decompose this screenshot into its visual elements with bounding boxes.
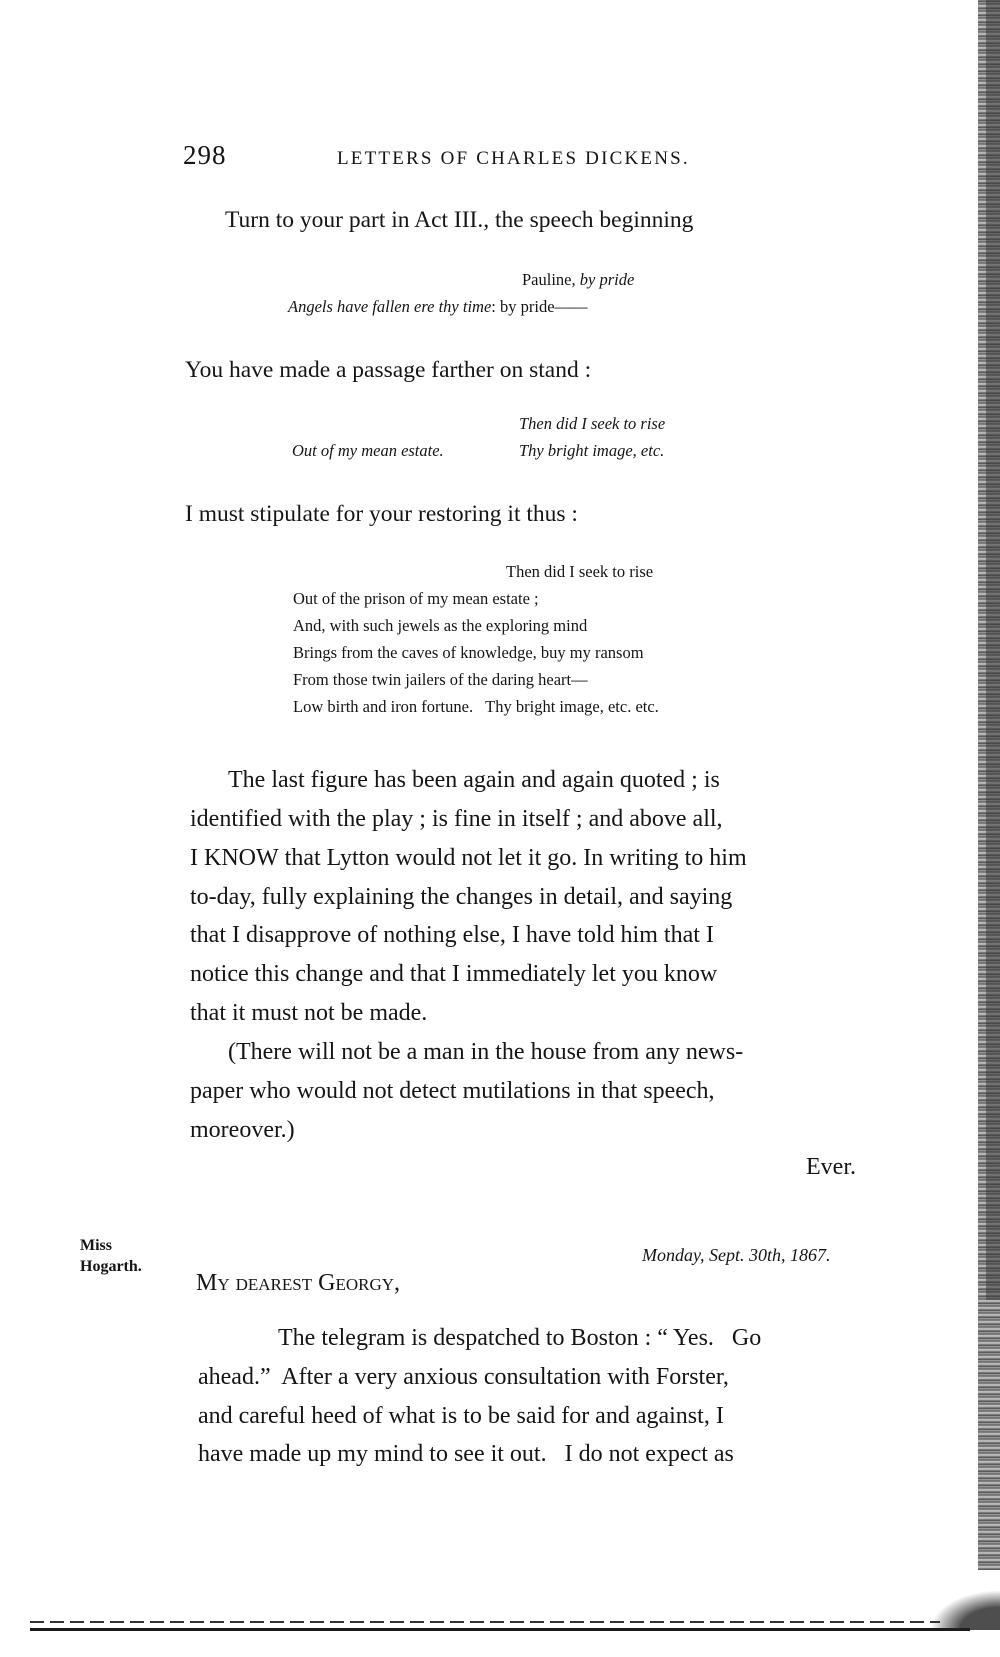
verse-line: And, with such jewels as the exploring mind: [293, 616, 588, 635]
paragraph-line: ahead.” After a very anxious consultation with Forster,: [198, 1364, 729, 1390]
paragraph-line: The telegram is despatched to Boston : “ Yes. Go: [278, 1325, 762, 1351]
scan-edge-dashes: [30, 1621, 940, 1623]
paragraph-line: notice this change and that I immediately let you know: [190, 961, 718, 987]
text-run: that Lytton would not let it go. In writing to him: [284, 845, 747, 871]
quote-italic: Angels have fallen ere thy time: [288, 297, 492, 316]
verse-line: Then did I seek to rise: [506, 562, 654, 581]
passage2-quote-line2b: Thy bright image, etc.: [519, 441, 665, 460]
quote-name: Pauline,: [522, 270, 576, 289]
passage1-intro: Turn to your part in Act III., the speech beginning: [225, 207, 694, 233]
verse-line: From those twin jailers of the daring heart—: [293, 670, 588, 689]
passage2-quote-line1: Then did I seek to rise: [519, 414, 666, 433]
signoff: Ever.: [806, 1154, 856, 1180]
quote-italic: by pride: [579, 270, 635, 289]
page-curl-shadow: [930, 1590, 1000, 1630]
paragraph-line: and careful heed of what is to be said for and against, I: [198, 1403, 724, 1429]
passage1-quote-line1: [522, 270, 634, 290]
passage3-intro: I must stipulate for your restoring it thus :: [185, 501, 578, 527]
passage1-quote-line2: [288, 297, 588, 317]
paragraph-line: The last figure has been again and again quoted ; is: [228, 767, 720, 793]
passage2-quote-line2a: Out of my mean estate.: [292, 441, 444, 460]
paragraph-line: have made up my mind to see it out. I do not expect as: [198, 1441, 734, 1467]
salutation: My dearest Georgy,: [196, 1270, 401, 1296]
book-spine-edge: [986, 0, 1000, 1300]
paragraph-line: [190, 845, 747, 872]
quote-rest: : by pride——: [491, 297, 588, 316]
verse-line: Low birth and iron fortune. Thy bright image, etc. etc.: [293, 697, 659, 716]
page-number: 298: [183, 140, 227, 170]
running-title: LETTERS OF CHARLES DICKENS.: [337, 148, 690, 169]
margin-note-line: Miss: [80, 1237, 112, 1254]
paragraph-line: moreover.): [190, 1117, 295, 1143]
paragraph-line: paper who would not detect mutilations in that speech,: [190, 1078, 715, 1104]
paragraph-line: (There will not be a man in the house from any news-: [228, 1039, 744, 1065]
paragraph-line: that I disapprove of nothing else, I have told him that I: [190, 922, 714, 948]
paragraph-line: that it must not be made.: [190, 1000, 428, 1026]
small-caps-word: KNOW: [204, 845, 279, 871]
paragraph-line: identified with the play ; is fine in itself ; and above all,: [190, 806, 723, 832]
passage2-intro: You have made a passage farther on stand :: [185, 357, 592, 383]
paragraph-line: to-day, fully explaining the changes in detail, and saying: [190, 884, 733, 910]
text-run: I: [190, 845, 198, 871]
scan-edge-line: [30, 1628, 970, 1631]
verse-line: Out of the prison of my mean estate ;: [293, 589, 539, 608]
dateline: Monday, Sept. 30th, 1867.: [642, 1245, 831, 1265]
margin-note: [80, 1235, 160, 1277]
verse-line: Brings from the caves of knowledge, buy my ransom: [293, 643, 644, 662]
margin-note-line: Hogarth.: [80, 1258, 142, 1275]
